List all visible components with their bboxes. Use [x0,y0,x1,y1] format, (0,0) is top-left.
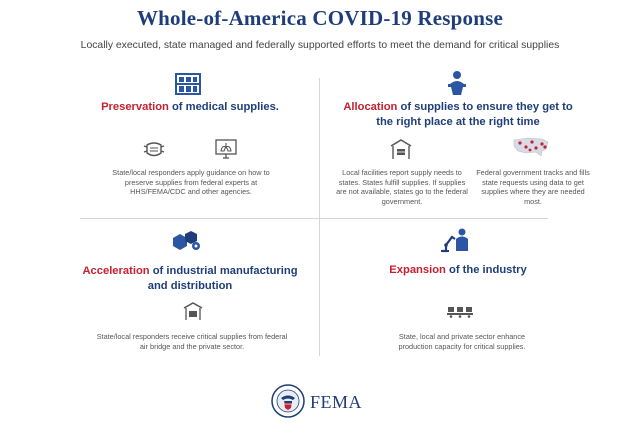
acceleration-body: State/local responders receive critical supplies from federal air bridge and the private sector. [96,332,288,351]
expansion-heading [350,263,566,278]
acceleration-heading [80,264,300,294]
expansion-heading-keyword: Expansion [389,264,446,276]
person-at-podium-icon [445,70,469,96]
lungs-monitor-icon [215,139,237,159]
page-subtitle: Locally executed, state managed and federally supported efforts to meet the demand for critical supplies [80,40,560,51]
allocation-federal-body: Federal government tracks and fills state requests using data to get supplies where they are needed most. [476,168,590,206]
expansion-heading-text: of the industry [445,264,527,276]
boxes-gear-icon [171,228,203,252]
worker-robot-arm-icon [440,227,472,253]
conveyor-icon [446,306,474,318]
face-mask-icon [143,141,165,159]
warehouse-icon [183,301,203,321]
acceleration-heading-text: of industrial manufacturing and distribution [147,265,298,292]
allocation-local-body: Local facilities report supply needs to states. States fulfill supplies. If supplies are not available, states go to the federal government. [336,168,468,206]
vertical-divider [319,78,320,356]
preservation-body: State/local responders apply guidance on how to preserve supplies from federal experts at HHS/FEMA/CDC and other agencies. [112,168,270,197]
warehouse-icon [390,138,412,160]
page-title: Whole-of-America COVID-19 Response [136,6,504,30]
preservation-heading-keyword: Preservation [101,101,169,113]
allocation-heading-text: of supplies to ensure they get to the right place at the right time [376,101,573,128]
allocation-heading [340,100,576,130]
acceleration-heading-keyword: Acceleration [82,265,150,277]
horizontal-divider [80,218,548,219]
preservation-heading [90,100,290,115]
dhs-seal-icon [271,384,305,418]
us-map-icon [512,136,550,158]
supply-shelves-icon [175,72,201,96]
preservation-heading-text: of medical supplies. [168,101,279,113]
fema-logo-text: FEMA [310,392,363,412]
allocation-heading-keyword: Allocation [343,101,398,113]
expansion-body: State, local and private sector enhance production capacity for critical supplies. [398,332,526,351]
